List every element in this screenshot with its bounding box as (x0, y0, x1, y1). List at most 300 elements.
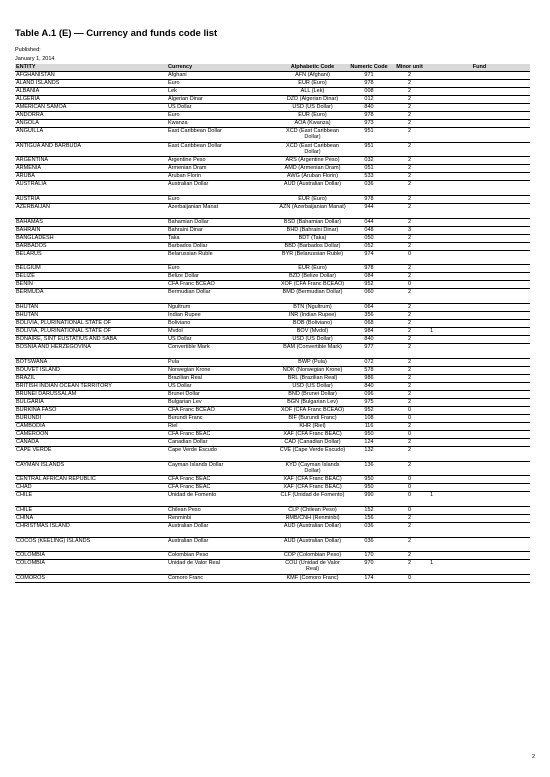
minor-unit-cell: 2 (390, 537, 429, 552)
entity-cell: BRUNEI DARUSSALAM (15, 390, 167, 398)
fund-cell (429, 181, 530, 196)
currency-cell: Bulgarian Lev (167, 398, 277, 406)
table-row (15, 142, 530, 157)
currency-cell: Burundi Franc (167, 414, 277, 422)
fund-cell (429, 88, 530, 96)
currency-cell: Canadian Dollar (167, 438, 277, 446)
numeric-code-cell: 008 (348, 88, 390, 96)
currency-cell: Cape Verde Escudo (167, 446, 277, 461)
fund-cell (429, 514, 530, 522)
currency-cell: CFA Franc BCEAO (167, 281, 277, 289)
table-row (15, 250, 530, 265)
numeric-code-cell: 060 (348, 289, 390, 304)
table-row (15, 514, 530, 522)
minor-unit-cell: 0 (390, 250, 429, 265)
currency-cell: Armenian Dram (167, 165, 277, 173)
fund-cell (429, 438, 530, 446)
fund-cell (429, 72, 530, 80)
fund-cell (429, 242, 530, 250)
numeric-code-cell: 971 (348, 72, 390, 80)
entity-cell: ANDORRA (15, 112, 167, 120)
entity-cell: CHRISTMAS ISLAND (15, 522, 167, 537)
alphabetic-code-cell: ALL (Lek) (277, 88, 348, 96)
minor-unit-cell: 2 (390, 88, 429, 96)
numeric-code-cell: 051 (348, 165, 390, 173)
entity-cell: BARBADOS (15, 242, 167, 250)
alphabetic-code-cell: BIF (Burundi Franc) (277, 414, 348, 422)
currency-cell: Brazilian Real (167, 374, 277, 382)
table-row (15, 476, 530, 484)
minor-unit-cell: 2 (390, 157, 429, 165)
table-row (15, 304, 530, 312)
alphabetic-code-cell: CAD (Canadian Dollar) (277, 438, 348, 446)
table-row (15, 358, 530, 366)
alphabetic-code-cell: XCD (East Caribbean Dollar) (277, 142, 348, 157)
entity-cell: BURUNDI (15, 414, 167, 422)
currency-cell: Euro (167, 265, 277, 273)
minor-unit-cell: 2 (390, 552, 429, 560)
alphabetic-code-cell: AMD (Armenian Dram) (277, 165, 348, 173)
minor-unit-cell: 2 (390, 142, 429, 157)
numeric-code-cell: 984 (348, 328, 390, 336)
fund-cell (429, 552, 530, 560)
fund-cell (429, 104, 530, 112)
numeric-code-cell: 977 (348, 344, 390, 359)
entity-cell: AZERBAIJAN (15, 204, 167, 219)
alphabetic-code-cell: XOF (CFA Franc BCEAO) (277, 281, 348, 289)
alphabetic-code-cell: XOF (CFA Franc BCEAO) (277, 406, 348, 414)
entity-cell: CAPE VERDE (15, 446, 167, 461)
minor-unit-cell: 2 (390, 560, 429, 575)
numeric-code-cell: 124 (348, 438, 390, 446)
minor-unit-cell: 2 (390, 390, 429, 398)
alphabetic-code-cell: EUR (Euro) (277, 80, 348, 88)
minor-unit-cell: 2 (390, 120, 429, 128)
currency-cell: Australian Dollar (167, 522, 277, 537)
fund-cell (429, 522, 530, 537)
fund-cell (429, 506, 530, 514)
fund-cell (429, 142, 530, 157)
fund-cell (429, 382, 530, 390)
table-row (15, 574, 530, 582)
alphabetic-code-cell: BOB (Boliviano) (277, 320, 348, 328)
entity-cell: CHINA (15, 514, 167, 522)
minor-unit-cell: 2 (390, 358, 429, 366)
entity-cell: AUSTRALIA (15, 181, 167, 196)
entity-cell: ALBANIA (15, 88, 167, 96)
fund-cell (429, 204, 530, 219)
alphabetic-code-cell: AOA (Kwanza) (277, 120, 348, 128)
page-title: Table A.1 (E) — Currency and funds code list (15, 28, 218, 39)
fund-cell (429, 390, 530, 398)
entity-cell: CHILE (15, 492, 167, 507)
fund-cell (429, 218, 530, 226)
currency-cell: Belarussian Ruble (167, 250, 277, 265)
table-row (15, 398, 530, 406)
alphabetic-code-cell: BAM (Convertible Mark) (277, 344, 348, 359)
currency-cell: CFA Franc BEAC (167, 430, 277, 438)
alphabetic-code-cell: BYR (Belarussian Ruble) (277, 250, 348, 265)
numeric-code-cell: 032 (348, 157, 390, 165)
fund-cell (429, 374, 530, 382)
minor-unit-cell: 0 (390, 281, 429, 289)
alphabetic-code-cell: BMD (Bermudian Dollar) (277, 289, 348, 304)
table-row (15, 446, 530, 461)
numeric-code-cell: 036 (348, 537, 390, 552)
currency-cell: Chilean Peso (167, 506, 277, 514)
table-row (15, 438, 530, 446)
numeric-code-cell: 048 (348, 226, 390, 234)
entity-cell: CHILE (15, 506, 167, 514)
currency-cell: Cayman Islands Dollar (167, 461, 277, 476)
numeric-code-cell: 944 (348, 204, 390, 219)
entity-cell: BOLIVIA, PLURINATIONAL STATE OF (15, 320, 167, 328)
fund-cell (429, 414, 530, 422)
entity-cell: COCOS (KEELING) ISLANDS (15, 537, 167, 552)
alphabetic-code-cell: USD (US Dollar) (277, 104, 348, 112)
fund-cell (429, 476, 530, 484)
alphabetic-code-cell: AUD (Australian Dollar) (277, 181, 348, 196)
alphabetic-code-cell: XAF (CFA Franc BEAC) (277, 476, 348, 484)
currency-cell: US Dollar (167, 336, 277, 344)
minor-unit-cell: 2 (390, 446, 429, 461)
numeric-code-cell: 950 (348, 484, 390, 492)
alphabetic-code-cell: INR (Indian Rupee) (277, 312, 348, 320)
table-row (15, 430, 530, 438)
table-row (15, 552, 530, 560)
fund-cell (429, 80, 530, 88)
alphabetic-code-cell: BGN (Bulgarian Lev) (277, 398, 348, 406)
minor-unit-cell: 0 (390, 476, 429, 484)
alphabetic-code-cell: RMB/CNH (Renminbi) (277, 514, 348, 522)
table-row (15, 88, 530, 96)
fund-cell (429, 157, 530, 165)
minor-unit-cell: 2 (390, 242, 429, 250)
table-row (15, 281, 530, 289)
table-row (15, 320, 530, 328)
fund-cell (429, 366, 530, 374)
entity-cell: BOUVET ISLAND (15, 366, 167, 374)
fund-cell (429, 265, 530, 273)
column-header-alphabetic-code: Alphabetic Code (277, 64, 348, 72)
numeric-code-cell: 978 (348, 265, 390, 273)
table-row (15, 506, 530, 514)
currency-cell: Bahamian Dollar (167, 218, 277, 226)
fund-cell: 1 (429, 328, 530, 336)
fund-cell (429, 281, 530, 289)
entity-cell: CAMBODIA (15, 422, 167, 430)
currency-cell: CFA Franc BEAC (167, 484, 277, 492)
currency-cell: Euro (167, 112, 277, 120)
alphabetic-code-cell: XAF (CFA Franc BEAC) (277, 430, 348, 438)
minor-unit-cell: 2 (390, 128, 429, 143)
table-row (15, 537, 530, 552)
alphabetic-code-cell: BRL (Brazilian Real) (277, 374, 348, 382)
currency-cell: Azerbaijanian Manat (167, 204, 277, 219)
alphabetic-code-cell: BTN (Ngultrum) (277, 304, 348, 312)
table-row (15, 218, 530, 226)
currency-cell: Aruban Florin (167, 173, 277, 181)
numeric-code-cell: 974 (348, 250, 390, 265)
alphabetic-code-cell: KHR (Riel) (277, 422, 348, 430)
table-row (15, 128, 530, 143)
minor-unit-cell: 2 (390, 80, 429, 88)
fund-cell (429, 344, 530, 359)
fund-cell (429, 196, 530, 204)
currency-cell: Bermudian Dollar (167, 289, 277, 304)
minor-unit-cell: 2 (390, 366, 429, 374)
table-row (15, 157, 530, 165)
table-row (15, 382, 530, 390)
entity-cell: ARGENTINA (15, 157, 167, 165)
numeric-code-cell: 578 (348, 366, 390, 374)
table-row (15, 344, 530, 359)
entity-cell: BULGARIA (15, 398, 167, 406)
minor-unit-cell: 2 (390, 374, 429, 382)
numeric-code-cell: 840 (348, 382, 390, 390)
table-row (15, 165, 530, 173)
minor-unit-cell: 2 (390, 514, 429, 522)
entity-cell: CENTRAL AFRICAN REPUBLIC (15, 476, 167, 484)
currency-cell: Mvdol (167, 328, 277, 336)
alphabetic-code-cell: AZN (Azerbaijanian Manat) (277, 204, 348, 219)
fund-cell (429, 128, 530, 143)
minor-unit-cell: 2 (390, 382, 429, 390)
minor-unit-cell: 2 (390, 289, 429, 304)
fund-cell (429, 446, 530, 461)
numeric-code-cell: 978 (348, 80, 390, 88)
entity-cell: AFGHANISTAN (15, 72, 167, 80)
minor-unit-cell: 0 (390, 492, 429, 507)
alphabetic-code-cell: AUD (Australian Dollar) (277, 537, 348, 552)
minor-unit-cell: 2 (390, 304, 429, 312)
alphabetic-code-cell: CLF (Unidad de Fomento) (277, 492, 348, 507)
fund-cell (429, 406, 530, 414)
table-body (15, 72, 530, 583)
alphabetic-code-cell: BND (Brunei Dollar) (277, 390, 348, 398)
fund-cell (429, 96, 530, 104)
table-row (15, 414, 530, 422)
table-row (15, 265, 530, 273)
minor-unit-cell: 2 (390, 320, 429, 328)
minor-unit-cell: 2 (390, 112, 429, 120)
table-row (15, 173, 530, 181)
numeric-code-cell: 951 (348, 142, 390, 157)
currency-cell: Norwegian Krone (167, 366, 277, 374)
currency-cell: Ngultrum (167, 304, 277, 312)
currency-cell: Australian Dollar (167, 181, 277, 196)
entity-cell: ANGOLA (15, 120, 167, 128)
minor-unit-cell: 2 (390, 234, 429, 242)
fund-cell (429, 312, 530, 320)
entity-cell: BOSNIA AND HERZEGOVINA (15, 344, 167, 359)
page-number: 2 (531, 754, 535, 760)
currency-cell: Euro (167, 80, 277, 88)
table-row (15, 312, 530, 320)
currency-cell: Pula (167, 358, 277, 366)
table-row (15, 406, 530, 414)
minor-unit-cell: 2 (390, 218, 429, 226)
minor-unit-cell: 2 (390, 522, 429, 537)
currency-cell: Argentine Peso (167, 157, 277, 165)
entity-cell: ARUBA (15, 173, 167, 181)
entity-cell: CANADA (15, 438, 167, 446)
fund-cell (429, 430, 530, 438)
minor-unit-cell: 0 (390, 506, 429, 514)
minor-unit-cell: 2 (390, 398, 429, 406)
table-row (15, 492, 530, 507)
numeric-code-cell: 096 (348, 390, 390, 398)
minor-unit-cell: 2 (390, 104, 429, 112)
entity-cell: BHUTAN (15, 304, 167, 312)
alphabetic-code-cell: USD (US Dollar) (277, 336, 348, 344)
entity-cell: CAMEROON (15, 430, 167, 438)
numeric-code-cell: 156 (348, 514, 390, 522)
table-header-row (15, 64, 530, 72)
table-row (15, 560, 530, 575)
currency-cell: Renminbi (167, 514, 277, 522)
minor-unit-cell: 2 (390, 328, 429, 336)
entity-cell: ÅLAND ISLANDS (15, 80, 167, 88)
minor-unit-cell: 0 (390, 484, 429, 492)
table-row (15, 461, 530, 476)
currency-cell: CFA Franc BCEAO (167, 406, 277, 414)
numeric-code-cell: 072 (348, 358, 390, 366)
entity-cell: COLOMBIA (15, 560, 167, 575)
currency-cell: Boliviano (167, 320, 277, 328)
numeric-code-cell: 152 (348, 506, 390, 514)
entity-cell: ANTIGUA AND BARBUDA (15, 142, 167, 157)
entity-cell: CHAD (15, 484, 167, 492)
minor-unit-cell: 0 (390, 414, 429, 422)
table-row (15, 104, 530, 112)
fund-cell (429, 273, 530, 281)
fund-cell (429, 461, 530, 476)
alphabetic-code-cell: KMF (Comoro Franc) (277, 574, 348, 582)
numeric-code-cell: 978 (348, 112, 390, 120)
fund-cell (429, 336, 530, 344)
fund-cell: 1 (429, 560, 530, 575)
minor-unit-cell: 2 (390, 72, 429, 80)
alphabetic-code-cell: EUR (Euro) (277, 265, 348, 273)
alphabetic-code-cell: DZD (Algerian Dinar) (277, 96, 348, 104)
numeric-code-cell: 068 (348, 320, 390, 328)
fund-cell (429, 289, 530, 304)
fund-cell (429, 574, 530, 582)
fund-cell (429, 250, 530, 265)
alphabetic-code-cell: XCD (East Caribbean Dollar) (277, 128, 348, 143)
entity-cell: BELIZE (15, 273, 167, 281)
column-header-numeric-code: Numeric Code (348, 64, 390, 72)
column-header-minor-unit: Minor unit (390, 64, 429, 72)
minor-unit-cell: 2 (390, 422, 429, 430)
numeric-code-cell: 108 (348, 414, 390, 422)
minor-unit-cell: 2 (390, 165, 429, 173)
minor-unit-cell: 2 (390, 461, 429, 476)
fund-cell (429, 537, 530, 552)
table-row (15, 112, 530, 120)
numeric-code-cell: 950 (348, 476, 390, 484)
entity-cell: BONAIRE, SINT EUSTATIUS AND SABA (15, 336, 167, 344)
fund-cell (429, 234, 530, 242)
table-row (15, 522, 530, 537)
entity-cell: BRITISH INDIAN OCEAN TERRITORY (15, 382, 167, 390)
alphabetic-code-cell: BWP (Pula) (277, 358, 348, 366)
currency-cell: Indian Rupee (167, 312, 277, 320)
entity-cell: BENIN (15, 281, 167, 289)
currency-cell: Convertible Mark (167, 344, 277, 359)
numeric-code-cell: 050 (348, 234, 390, 242)
column-header-entity: ENTITY (15, 64, 167, 72)
entity-cell: CAYMAN ISLANDS (15, 461, 167, 476)
minor-unit-cell: 2 (390, 273, 429, 281)
currency-cell: Barbados Dollar (167, 242, 277, 250)
fund-cell (429, 120, 530, 128)
minor-unit-cell: 2 (390, 173, 429, 181)
table-row (15, 196, 530, 204)
table-row (15, 181, 530, 196)
column-header-fund: Fund (429, 64, 530, 72)
currency-cell: East Caribbean Dollar (167, 142, 277, 157)
numeric-code-cell: 990 (348, 492, 390, 507)
alphabetic-code-cell: AFN (Afghani) (277, 72, 348, 80)
fund-cell (429, 304, 530, 312)
numeric-code-cell: 978 (348, 196, 390, 204)
currency-cell: Unidad de Fomento (167, 492, 277, 507)
alphabetic-code-cell: BZD (Belize Dollar) (277, 273, 348, 281)
numeric-code-cell: 012 (348, 96, 390, 104)
currency-cell: US Dollar (167, 104, 277, 112)
entity-cell: BOTSWANA (15, 358, 167, 366)
entity-cell: BURKINA FASO (15, 406, 167, 414)
currency-cell: Brunei Dollar (167, 390, 277, 398)
entity-cell: BERMUDA (15, 289, 167, 304)
alphabetic-code-cell: XAF (CFA Franc BEAC) (277, 484, 348, 492)
published-label: Published: (15, 47, 41, 53)
minor-unit-cell: 2 (390, 344, 429, 359)
entity-cell: ANGUILLA (15, 128, 167, 143)
numeric-code-cell: 975 (348, 398, 390, 406)
entity-cell: BRAZIL (15, 374, 167, 382)
fund-cell (429, 398, 530, 406)
numeric-code-cell: 170 (348, 552, 390, 560)
table-row (15, 72, 530, 80)
fund-cell (429, 165, 530, 173)
table-row (15, 204, 530, 219)
currency-cell: Algerian Dinar (167, 96, 277, 104)
table-row (15, 374, 530, 382)
numeric-code-cell: 986 (348, 374, 390, 382)
entity-cell: BELARUS (15, 250, 167, 265)
currency-cell: Comoro Franc (167, 574, 277, 582)
alphabetic-code-cell: USD (US Dollar) (277, 382, 348, 390)
numeric-code-cell: 036 (348, 181, 390, 196)
alphabetic-code-cell: AUD (Australian Dollar) (277, 522, 348, 537)
numeric-code-cell: 174 (348, 574, 390, 582)
minor-unit-cell: 2 (390, 196, 429, 204)
currency-cell: Unidad de Valor Real (167, 560, 277, 575)
table-row (15, 120, 530, 128)
table-row (15, 390, 530, 398)
alphabetic-code-cell: KYD (Cayman Islands Dollar) (277, 461, 348, 476)
numeric-code-cell: 970 (348, 560, 390, 575)
minor-unit-cell: 2 (390, 312, 429, 320)
numeric-code-cell: 052 (348, 242, 390, 250)
fund-cell (429, 358, 530, 366)
table-row (15, 80, 530, 88)
table-row (15, 366, 530, 374)
numeric-code-cell: 950 (348, 430, 390, 438)
